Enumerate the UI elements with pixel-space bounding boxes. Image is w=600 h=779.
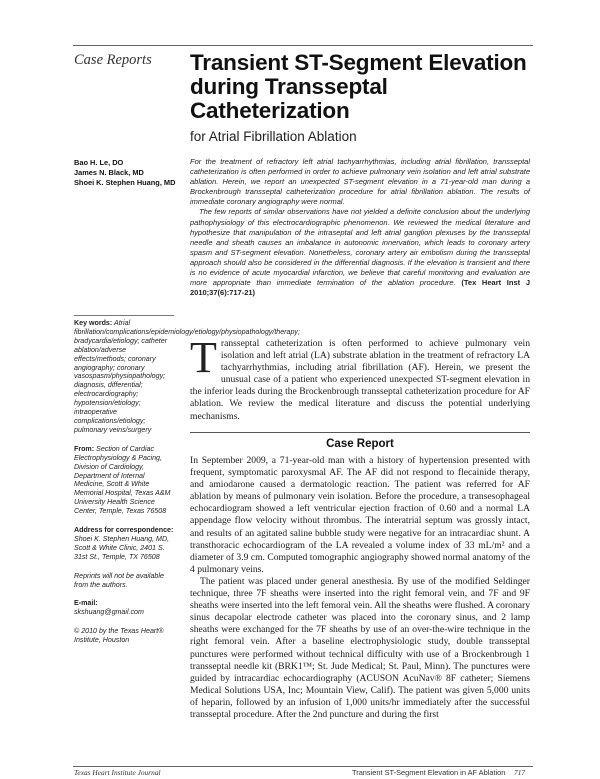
drop-cap: T xyxy=(190,333,217,382)
email-link[interactable]: skshuang@gmail.com xyxy=(74,608,144,617)
footer-journal: Texas Heart Institute Journal xyxy=(74,768,161,777)
author: James N. Black, MD xyxy=(74,168,144,177)
introduction xyxy=(190,333,530,423)
citation: (Tex Heart Inst J 2010;37(6):717-21) xyxy=(190,278,530,298)
abstract-text: The few reports of similar observations have not yielded a definite conclusion about the underlying pathophysiology of this electrocardiographic phenomenon. We reviewed the medical literature and hypothesize that manipulation of the intraseptal and left atrial ganglion plexuses by the transseptal needle and sheath causes an imbalance in autonomic innervation, which leads to coronary artery spasm and ST-segment elevation. Nonetheless, coronary artery air embolism during the transseptal approach should also be considered in the differential diagnosis. If the elevation is transient and there is no evidence of acute myocardial infarction, we believe that careful monitoring and evaluation are more appropriate than immediate termination of the ablation procedure. xyxy=(190,207,530,288)
article-subtitle: for Atrial Fibrillation Ablation xyxy=(190,129,357,144)
article-title: Transient ST-Segment Elevation during Transseptal Catheterization xyxy=(190,50,527,123)
abstract-paragraph xyxy=(190,207,530,298)
keywords-label: Key words: xyxy=(74,319,113,327)
author: Shoei K. Stephen Huang, MD xyxy=(74,178,176,187)
footer-running-title: Transient ST-Segment Elevation in AF Ablation xyxy=(352,768,506,777)
email-label: E-mail: xyxy=(74,599,98,608)
case-paragraph: In September 2009, a 71-year-old man with a history of hypertension presented with frequent, symptomatic paroxysmal AF. The AF did not respond to flecainide therapy, and amiodarone caused a dermatologic reaction. The patient was referred for AF ablation by means of pulmonary vein isolation. Before the procedure, a transesophageal echocardiogram showed a left ventricular ejection fraction of 0.60 and a normal LA appendage flow velocity without thrombus. The interatrial septum was grossly intact, and results of an agitated saline bubble study were negative for an intracardiac shunt. A transthoracic echocardiogram of the LA revealed a volume index of 33 mL/m² and a diameter of 3.9 cm. Computed tomographic angiography showed normal anatomy of the 4 pulmonary veins. xyxy=(190,455,530,575)
keywords-text: Atrial fibrillation/complications/epidemiology/etiology/physiopathology/therapy; bradycardia/etiology; catheter ablation/adverse effects/methods; coronary angiography; coronary vasospasm/physiopathology; diagnosis, differential; electrocardiography; hypotension/etiology; intraoperative complications/etiology; pulmonary veins/surgery xyxy=(74,319,300,434)
abstract-paragraph: For the treatment of refractory left atrial tachyarrhythmias, including atrial fibrillation, transseptal catheterization is often performed in order to achieve pulmonary vein isolation and left atrial substrate ablation. Herein, we report an unexpected ST-segment elevation in a 71-year-old man during a Brockenbrough transseptal catheterization procedure for atrial fibrillation ablation. The results of immediate coronary angiography were normal. xyxy=(190,157,530,207)
affiliation-label: From: xyxy=(74,444,95,453)
intro-paragraph: ransseptal catheterization is often performed to achieve pulmonary vein isolation and left atrial (LA) substrate ablation in the treatment of refractory LA tachyarrhythmias, including atrial fibrillation (AF). Herein, we present the unusual case of a patient who experienced unexpected ST-segment elevation in the inferior leads during the Brockenbrough transseptal catheterization procedure for AF ablation. We review the medical literature and discuss the potential underlying mechanisms. xyxy=(190,338,530,422)
affiliation-text: Section of Cardiac Electrophysiology & Pacing, Division of Cardiology, Department of Internal Medicine, Scott & White Memorial Hospital, Texas A&M University Health Science Center, Temple, Texas 76508 xyxy=(74,444,171,516)
correspondence-label: Address for correspondence: xyxy=(74,526,174,535)
copyright-note: © 2010 by the Texas Heart® Institute, Houston xyxy=(74,627,164,645)
sidebar-rule xyxy=(74,315,174,316)
correspondence-block xyxy=(74,526,174,562)
case-report-body xyxy=(190,455,530,721)
author: Bao H. Le, DO xyxy=(74,158,124,167)
keywords-block xyxy=(74,319,300,435)
top-rule xyxy=(73,45,533,46)
section-label: Case Reports xyxy=(74,52,152,68)
case-report-heading: Case Report xyxy=(190,432,530,452)
correspondence-text: Shoei K. Stephen Huang, MD, Scott & White Clinic, 2401 S. 31st St., Temple, TX 76508 xyxy=(74,534,170,561)
affiliation-block xyxy=(74,445,174,516)
reprints-note: Reprints will not be available from the authors. xyxy=(74,571,164,589)
page-number: 717 xyxy=(514,768,526,777)
footer-rule xyxy=(73,766,533,767)
case-paragraph: The patient was placed under general anesthesia. By use of the modified Seldinger technique, three 7F sheaths were inserted into the right femoral vein, and 7F and 9F sheaths were inserted into the left femoral vein. All the sheaths were flushed. A coronary sinus decapolar electrode catheter was placed into the coronary sinus, and 2 lamp sheaths were exchanged for the 7F sheaths by use of an over-the-wire technique in the right femoral vein. After a baseline electrophysiologic study, double transseptal punctures were performed without technical difficulty with use of a Brockenbrough 1 transseptal needle kit (BRK1™; St. Jude Medical; St. Paul, Minn). The punctures were guided by intracardiac echocardiography (ACUSON AcuNav® 8F catheter; Siemens Medical Solutions USA, Inc; Mountain View, Calif). The patient was given 5,000 units of heparin, followed by an infusion of 1,000 units/hr immediately after the successful transseptal procedure. After the 2nd puncture and during the first xyxy=(190,575,530,720)
author-list xyxy=(74,158,194,188)
abstract xyxy=(190,157,530,298)
email-block xyxy=(74,599,174,617)
sidebar xyxy=(74,315,300,655)
